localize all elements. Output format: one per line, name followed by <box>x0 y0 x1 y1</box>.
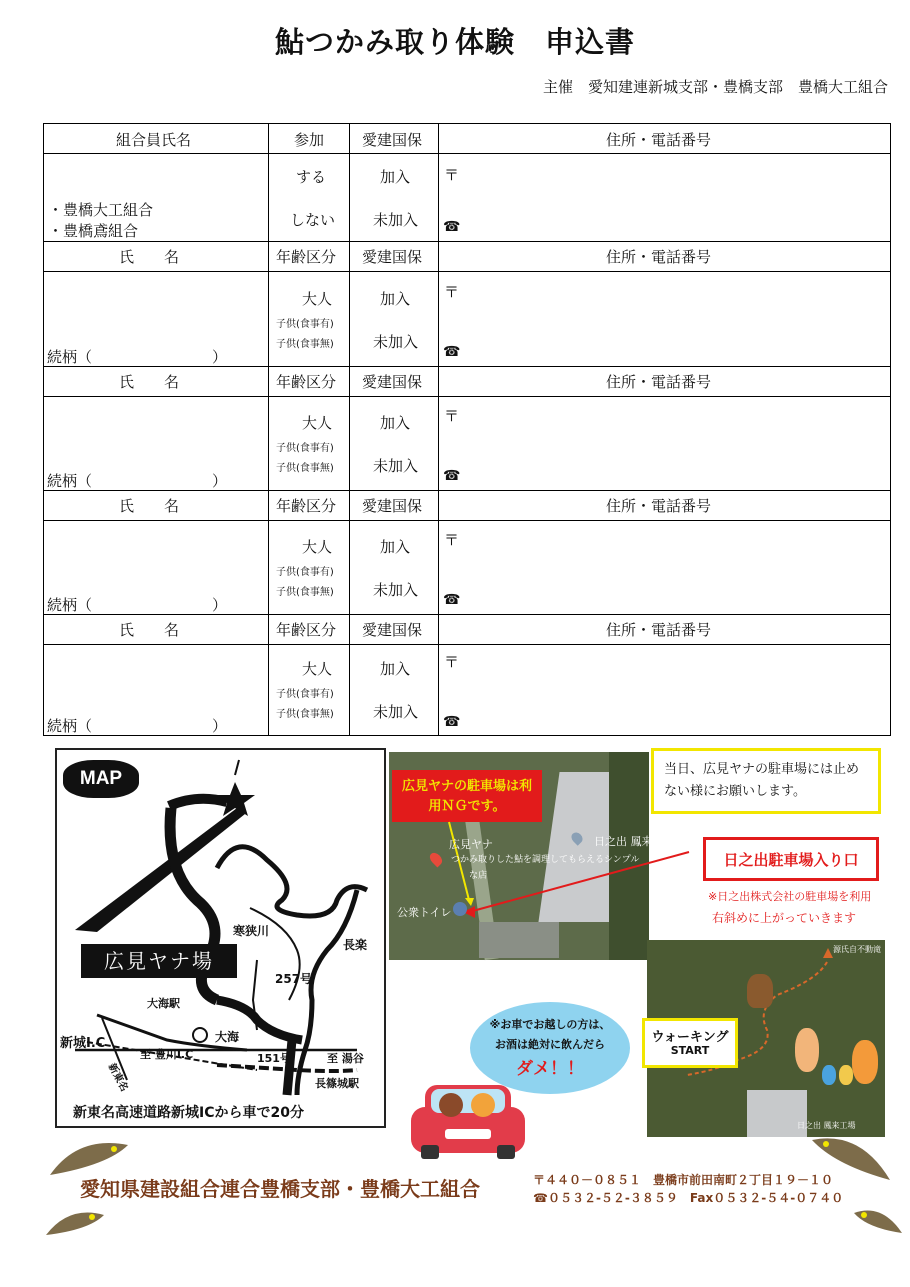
header-address: 住所・電話番号 <box>606 373 712 391</box>
day-notice-box <box>651 748 881 814</box>
person-header-row <box>44 366 890 397</box>
age-child-meal-option[interactable]: 子供(食事有) <box>276 443 334 454</box>
parking-ng-notice: 広見ヤナの駐車場は利用ＮＧです。 <box>401 779 532 814</box>
person-header-row <box>44 490 890 521</box>
phone-icon: ☎ <box>443 344 461 360</box>
oomi-station-label: 大海駅 <box>147 997 180 1010</box>
entrance-note-1: ※日之出株式会社の駐車場を利用 <box>708 890 872 903</box>
car-illustration <box>403 1075 533 1165</box>
walking-label: ウォーキング <box>651 1030 729 1045</box>
attend-no-option[interactable]: しない <box>290 211 336 229</box>
age-child-meal-option[interactable]: 子供(食事有) <box>276 319 334 330</box>
nagara-label: 長楽 <box>343 938 368 952</box>
insurance-no-option[interactable]: 未加入 <box>373 581 419 599</box>
header-age-category: 年齢区分 <box>276 621 337 639</box>
to-yuya-label: 至 湯谷 <box>327 1052 364 1065</box>
person-header-row <box>44 241 890 272</box>
walker-character <box>795 1028 819 1072</box>
phone-icon: ☎ <box>443 468 461 484</box>
header-address: 住所・電話番号 <box>606 621 712 639</box>
access-map <box>55 748 386 1128</box>
age-child-nomeal-option[interactable]: 子供(食事無) <box>276 709 334 720</box>
person-row <box>44 644 890 734</box>
phone-icon: ☎ <box>443 592 461 608</box>
age-adult-option[interactable]: 大人 <box>302 414 333 432</box>
ayu-fish-icon <box>44 1205 106 1241</box>
age-child-meal-option[interactable]: 子供(食事有) <box>276 689 334 700</box>
header-person-name: 氏 名 <box>119 248 180 266</box>
insurance-no-option[interactable]: 未加入 <box>373 703 419 721</box>
header-attend: 参加 <box>294 131 325 149</box>
age-adult-option[interactable]: 大人 <box>302 660 333 678</box>
oomi-label: 大海 <box>215 1030 240 1044</box>
person-header-row <box>44 614 890 645</box>
entrance-label-box <box>703 837 879 881</box>
age-child-nomeal-option[interactable]: 子供(食事無) <box>276 587 334 598</box>
header-person-name: 氏 名 <box>119 621 180 639</box>
aerial-photo-venue <box>389 752 675 960</box>
header-insurance: 愛建国保 <box>362 373 423 391</box>
age-adult-option[interactable]: 大人 <box>302 538 333 556</box>
insurance-no-option[interactable]: 未加入 <box>373 211 419 229</box>
entrance-label: 日之出駐車場入り口 <box>723 851 859 869</box>
pin-description-2: な店 <box>469 871 488 881</box>
factory-label: 日之出 鳳来工場 <box>594 835 675 848</box>
person-row <box>44 271 890 367</box>
ayu-fish-icon <box>852 1203 904 1239</box>
pin-title: 広見ヤナ <box>449 838 493 851</box>
person-row <box>44 396 890 491</box>
relation-field[interactable]: 続柄（ ） <box>47 717 228 735</box>
header-age-category: 年齢区分 <box>276 248 337 266</box>
pin-description: つかみ取りした鮎を調理してもらえるシンプル <box>451 855 640 865</box>
relation-field[interactable]: 続柄（ ） <box>47 596 228 614</box>
shintomei-label: 新東名 <box>105 1061 130 1094</box>
person-row <box>44 520 890 615</box>
route257-label: 257号 <box>275 972 313 986</box>
phone-icon: ☎ <box>443 714 461 730</box>
shinshiro-ic-label: 新城I.C <box>60 1036 106 1051</box>
toilet-label: 公衆トイレ <box>397 906 452 919</box>
walking-start-box <box>642 1018 738 1068</box>
header-insurance: 愛建国保 <box>362 248 423 266</box>
squirrel-character <box>747 974 773 1008</box>
phone-icon: ☎ <box>443 219 461 235</box>
child-character <box>839 1065 853 1085</box>
organizer-line: 主催 愛知建連新城支部・豊橋支部 豊橋大工組合 <box>542 78 888 96</box>
factory-label-2: 日之出 鳳来工場 <box>797 1121 856 1130</box>
insurance-no-option[interactable]: 未加入 <box>373 333 419 351</box>
header-insurance: 愛建国保 <box>362 497 423 515</box>
map-roads <box>57 750 388 1130</box>
age-child-nomeal-option[interactable]: 子供(食事無) <box>276 339 334 350</box>
map-badge: MAP <box>63 760 139 798</box>
relation-field[interactable]: 続柄（ ） <box>47 348 228 366</box>
postal-mark: 〒 <box>444 166 460 184</box>
insurance-yes-option[interactable]: 加入 <box>380 290 411 308</box>
header-person-name: 氏 名 <box>119 373 180 391</box>
age-adult-option[interactable]: 大人 <box>302 290 333 308</box>
insurance-yes-option[interactable]: 加入 <box>380 168 411 186</box>
footer-address: 〒４４０－０８５１ 豊橋市前田南町２丁目１９－１０ <box>533 1173 834 1187</box>
attend-yes-option[interactable]: する <box>296 168 327 186</box>
header-age-category: 年齢区分 <box>276 497 337 515</box>
day-notice-text: 当日、広見ヤナの駐車場には止めない様にお願いします。 <box>664 762 860 799</box>
bubble-line-2: お酒は絶対に飲んだら <box>495 1038 605 1051</box>
walker-character <box>852 1040 878 1084</box>
insurance-yes-option[interactable]: 加入 <box>380 660 411 678</box>
to-toyokawa-label: 至 豊川I.C <box>140 1048 194 1061</box>
entrance-note-2: 右斜めに上がっていきます <box>712 911 857 925</box>
age-child-meal-option[interactable]: 子供(食事有) <box>276 567 334 578</box>
member-header-row <box>44 124 890 154</box>
insurance-yes-option[interactable]: 加入 <box>380 538 411 556</box>
bubble-line-3: ダメ！！ <box>516 1059 584 1079</box>
document-title: 鮎つかみ取り体験 申込書 <box>274 25 635 59</box>
postal-mark: 〒 <box>444 407 460 425</box>
footer-organization: 愛知県建設組合連合豊橋支部・豊橋大工組合 <box>80 1177 480 1201</box>
age-child-nomeal-option[interactable]: 子供(食事無) <box>276 463 334 474</box>
postal-mark: 〒 <box>444 653 460 671</box>
header-insurance: 愛建国保 <box>362 621 423 639</box>
river-label: 寒狭川 <box>233 924 270 938</box>
venue-label: 広見ヤナ場 <box>81 944 237 978</box>
union-option-toyohashi-daiku[interactable]: ・豊橋大工組合 <box>48 201 154 219</box>
toilet-icon <box>453 902 467 916</box>
poi-label: 源氏自不動滝 <box>833 945 881 954</box>
postal-mark: 〒 <box>444 283 460 301</box>
nagashino-station-label: 長篠城駅 <box>315 1077 359 1090</box>
walking-start: START <box>670 1044 710 1057</box>
union-option-toyohashi-tobi[interactable]: ・豊橋鳶組合 <box>48 222 139 240</box>
postal-mark: 〒 <box>444 531 460 549</box>
header-address: 住所・電話番号 <box>606 248 712 266</box>
header-age-category: 年齢区分 <box>276 373 337 391</box>
header-address: 住所・電話番号 <box>606 131 712 149</box>
header-insurance: 愛建国保 <box>362 131 423 149</box>
footer-phone-fax: ☎０５３２-５２-３８５９ Fax０５３２-５４-０７４０ <box>533 1191 844 1205</box>
insurance-no-option[interactable]: 未加入 <box>373 457 419 475</box>
map-caption: 新東名高速道路新城ICから車で20分 <box>73 1105 304 1121</box>
bubble-line-1: ※お車でお越しの方は、 <box>489 1018 611 1031</box>
application-form-table <box>43 123 891 736</box>
insurance-yes-option[interactable]: 加入 <box>380 414 411 432</box>
child-character <box>822 1065 836 1085</box>
relation-field[interactable]: 続柄（ ） <box>47 472 228 490</box>
header-address: 住所・電話番号 <box>606 497 712 515</box>
header-person-name: 氏 名 <box>119 497 180 515</box>
route151-label: 151号 <box>257 1052 291 1065</box>
header-member-name: 組合員氏名 <box>116 131 192 149</box>
member-row <box>44 153 890 242</box>
